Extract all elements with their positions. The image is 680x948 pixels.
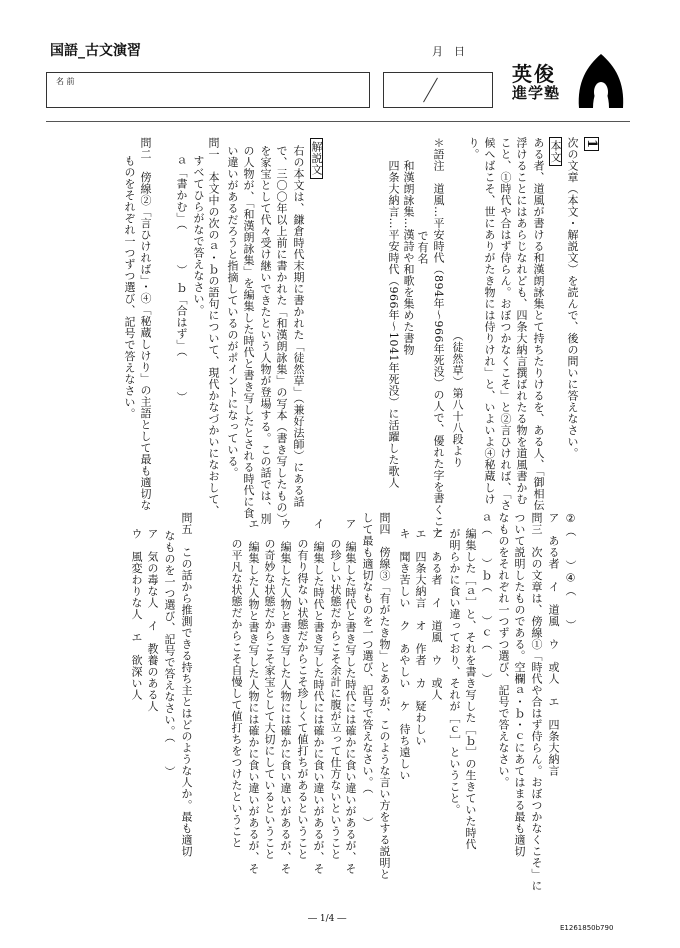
passage-line: 四条大納言…平安時代（966年～1041年死没）に活躍した歌人 <box>387 160 400 489</box>
question-line: 問三 次の文章は、傍線①「時代や合はず侍らん。おぼつかなくこそ」に <box>530 512 543 892</box>
question-line: ア ある者 イ 道風 ウ 或人 <box>430 528 443 701</box>
passage-line: 右の本文は、鎌倉時代末期に書かれた「徒然草」（兼好法師）にある話 <box>292 145 305 508</box>
passage-line: り。 <box>467 137 480 160</box>
passage-line: ある者、道風が書ける和漢朗詠集とて持ちたりけるを、ある人、「御相伝 <box>532 137 545 511</box>
header-divider <box>46 121 630 122</box>
logo-text-top: 英俊 <box>512 62 556 86</box>
passage-line: こと、①時代や合はず侍らん。おぼつかなくこそ」と②言ひければ、「さ <box>499 137 512 511</box>
passage-line: すべてひらがなで答えなさい。 <box>192 155 205 316</box>
passage-line: 浮けることにはあらじなれども、四条大納言撰ばれたる物を道風書かむ <box>515 137 528 505</box>
question-line: なものを一つ選び、記号で答えなさい。（ ） <box>163 530 176 778</box>
question-line: 問四 傍線③「有がたき物」とあるが、このような言い方をする説明と <box>378 512 391 880</box>
question-line: なものをそれぞれ一つずつ選び、記号で答えなさい。 <box>497 512 510 788</box>
question-line: 問五 この話から推測できる持ち主とはどのような人か。最も適切 <box>180 512 193 857</box>
passage-line: 解説文 <box>310 138 323 179</box>
question-line: の珍しい状態だからこそ余計に腹が立って仕方ないということ <box>329 538 342 860</box>
passage-line: ものをそれぞれ一つずつ選び、記号で答えなさい。 <box>123 155 136 420</box>
question-line: の奇妙な状態だからこそ家宝として大切にしているということ <box>263 538 276 860</box>
name-label: 名 前 <box>56 77 75 86</box>
question-line: 編集した［ａ］と、それを書き写した［ｂ］の生きていた時代 <box>464 528 477 850</box>
passage-line: 候へばこそ、世にありがたき物には侍りけれ」と、いよいよ④秘蔵しけ <box>483 137 496 505</box>
page-number: ― 1/4 ― <box>308 914 347 924</box>
passage-line: ＊語注 道風…平安時代（894年～966年死没）の人で、優れた字を書くこと <box>432 137 445 539</box>
passage-line: で有名 <box>416 230 429 265</box>
question-line: の有り得ない状態だからこそ珍しくて値打ちがあるということ <box>296 538 309 860</box>
name-box[interactable] <box>46 72 370 108</box>
passage-line: 次の文章（本文・解説文）を読んで、後の問いに答えなさい。 <box>566 137 579 459</box>
question-line: エ 四条大納言 オ 作者 カ 疑わしい <box>414 528 427 747</box>
question-line: ウ 風変わりな人 エ 欲深い人 <box>130 528 143 701</box>
question-line: エ 編集した人物と書き写した人物には確かに食い違いがあるが、そ <box>247 518 260 875</box>
document-code: E1261850b790 <box>560 924 614 932</box>
question-line: ア 編集した時代と書き写した時代には確かに食い違いがあるが、そ <box>344 518 357 875</box>
logo-mark-icon <box>575 52 627 110</box>
passage-line: で、三〇〇年以上前に書かれた「和漢朗詠集」の写本（書き写したもの） <box>275 145 288 525</box>
question-line: ア 気の毒な人 イ 教養のある人 <box>146 528 159 712</box>
question-line: して最も適切なものを一つ選び、記号で答えなさい。（ ） <box>361 512 374 829</box>
passage-line: ａ「書かむ」（ ） ｂ「合はず」（ ） <box>175 155 188 403</box>
passage-line: の人物が、「和漢朗詠集」を編集した時代と書き写したとされる時代に食 <box>242 145 255 519</box>
question-line: ②（ ）④（ ） <box>564 512 577 631</box>
date-field[interactable]: 月 日 <box>432 45 465 58</box>
question-line: ついて説明したものである。空欄ａ・ｂ・ｃにあてはまる最も適切 <box>513 512 526 857</box>
question-line: が明らかに食い違っており、それが［ｃ］ということ。 <box>448 528 461 816</box>
question-number-badge: 1 <box>584 139 599 149</box>
page-title: 国語_古文演習 <box>50 43 141 59</box>
passage-line: 問一 本文中の次のａ・ｂの語句について、現代かなづかいになおして、 <box>207 137 220 517</box>
question-line: ウ 編集した人物と書き写した人物には確かに食い違いがあるが、そ <box>279 518 292 875</box>
question-line: キ 聞き苦しい ク あやしい ケ 待ち遠しい <box>398 528 411 781</box>
passage-line: を家宝として代々受け継いできたという人物が登場する。この話では、別 <box>259 145 272 525</box>
passage-line: 問二 傍線②「言ひければ」・④「秘蔵しけり」の主語として最も適切な <box>139 137 152 511</box>
passage-line: （徒然草）第八十八段より <box>451 330 464 468</box>
logo-text-bottom: 進学塾 <box>512 84 561 102</box>
question-line: の平凡な状態だからこそ自慢して値打ちをつけたということ <box>230 538 243 849</box>
question-line: ア ある者 イ 道風 ウ 或人 エ 四条大納言 <box>547 512 560 777</box>
passage-line: 本文 <box>549 137 562 166</box>
question-line: ａ（ ）ｂ（ ）ｃ（ ） <box>480 512 493 685</box>
question-line: イ 編集した時代と書き写した時代には確かに食い違いがあるが、そ <box>312 518 325 875</box>
passage-line: い違いがあるだろうと指摘しているのがポイントになっている。 <box>226 145 239 479</box>
passage-line: 和漢朗詠集…漢詩や和歌を集めた書物 <box>402 160 415 356</box>
